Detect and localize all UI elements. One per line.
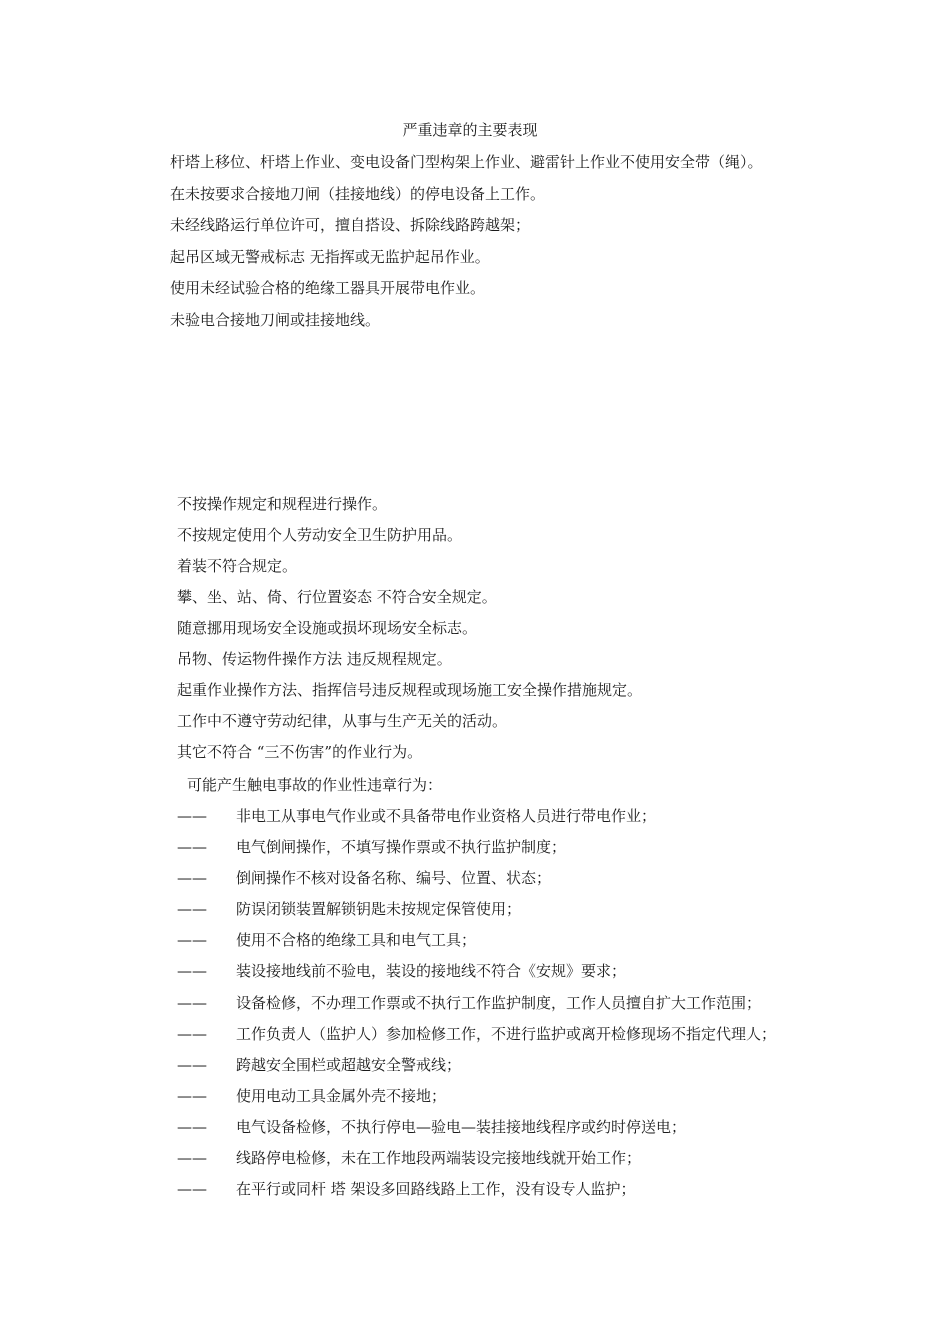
- list-item: [177, 806, 937, 826]
- dash-marker: ——: [177, 807, 207, 825]
- list-item: 未经线路运行单位许可，擅自搭设、拆除线路跨越架；: [170, 216, 531, 235]
- document-title: 严重违章的主要表现: [402, 121, 538, 139]
- dash-marker: ——: [177, 1149, 207, 1168]
- list-item: 其它不符合 “三不伤害”的作业行为。: [177, 743, 423, 761]
- list-item-text: 工作负责人（监护人）参加检修工作，不进行监护或离开检修现场不指定代理人；: [236, 1024, 777, 1043]
- list-item: 不按操作规定和规程进行操作。: [177, 495, 388, 513]
- list-item: 使用未经试验合格的绝缘工器具开展带电作业。: [170, 279, 486, 298]
- list-item: 未验电合接地刀闸或挂接地线。: [170, 310, 381, 329]
- list-item-text: 倒闸操作不核对设备名称、编号、位置、状态；: [236, 869, 552, 888]
- list-item-text: 防误闭锁装置解锁钥匙未按规定保管使用；: [236, 900, 522, 919]
- list-item: 吊物、传运物件操作方法 违反规程规定。: [177, 650, 452, 668]
- list-item-text: 使用不合格的绝缘工具和电气工具；: [236, 931, 477, 950]
- list-item-text: 跨越安全围栏或超越安全警戒线；: [236, 1055, 462, 1074]
- list-item: 在未按要求合接地刀闸（挂接地线）的停电设备上工作。: [170, 184, 546, 203]
- list-item: [177, 1179, 937, 1199]
- dash-marker: ——: [177, 900, 207, 919]
- dash-marker: ——: [177, 962, 207, 981]
- list-item-text: 设备检修，不办理工作票或不执行工作监护制度，工作人员擅自扩大工作范围；: [236, 993, 762, 1012]
- list-item-text: 电气设备检修，不执行停电—验电—装挂接地线程序或约时停送电；: [236, 1117, 687, 1136]
- list-item: 工作中不遵守劳动纪律，从事与生产无关的活动。: [177, 712, 508, 730]
- list-item: [177, 930, 937, 950]
- list-item: [177, 837, 937, 857]
- list-item: 随意挪用现场安全设施或损坏现场安全标志。: [177, 619, 478, 637]
- serious-violations-list: [170, 152, 940, 342]
- list-item: [177, 961, 937, 981]
- dash-marker: ——: [177, 1180, 207, 1199]
- list-item: [177, 1055, 937, 1075]
- dash-marker: ——: [177, 1086, 207, 1105]
- list-item: 杆塔上移位、杆塔上作业、变电设备门型构架上作业、避雷针上作业不使用安全带（绳）。: [170, 153, 763, 171]
- list-item: 起重作业操作方法、指挥信号违反规程或现场施工安全操作措施规定。: [177, 681, 643, 699]
- dash-marker: ——: [177, 869, 207, 888]
- list-item: [177, 1086, 937, 1106]
- dash-marker: ——: [177, 1055, 207, 1074]
- list-item-text: 电气倒闸操作，不填写操作票或不执行监护制度；: [236, 838, 567, 857]
- list-item: [177, 868, 937, 888]
- list-item-text: 使用电动工具金属外壳不接地；: [236, 1086, 447, 1105]
- electric-shock-violations-list: [177, 806, 937, 1210]
- list-item: [177, 899, 937, 919]
- dash-marker: ——: [177, 993, 207, 1012]
- list-item: 不按规定使用个人劳动安全卫生防护用品。: [177, 526, 463, 544]
- dash-marker: ——: [177, 838, 207, 857]
- list-item-text: 线路停电检修，未在工作地段两端装设完接地线就开始工作；: [236, 1149, 642, 1168]
- list-item: [177, 1024, 937, 1044]
- list-item: 起吊区域无警戒标志 无指挥或无监护起吊作业。: [170, 247, 490, 266]
- list-item-text: 在平行或同杆 塔 架设多回路线路上工作，没有设专人监护；: [236, 1180, 636, 1199]
- list-item: [177, 1148, 937, 1168]
- dash-marker: ——: [177, 931, 207, 950]
- dash-marker: ——: [177, 1024, 207, 1043]
- dash-marker: ——: [177, 1117, 207, 1136]
- behavior-violations-list: [177, 494, 937, 773]
- list-item: 攀、坐、站、倚、行位置姿态 不符合安全规定。: [177, 588, 497, 606]
- list-item-text: 非电工从事电气作业或不具备带电作业资格人员进行带电作业；: [236, 807, 657, 825]
- list-item: [177, 1117, 937, 1137]
- list-item: [177, 993, 937, 1013]
- list-item-text: 装设接地线前不验电，装设的接地线不符合《安规》要求；: [236, 962, 627, 981]
- list-item: 着装不符合规定。: [177, 557, 298, 575]
- electric-shock-intro: 可能产生触电事故的作业性违章行为：: [187, 776, 443, 794]
